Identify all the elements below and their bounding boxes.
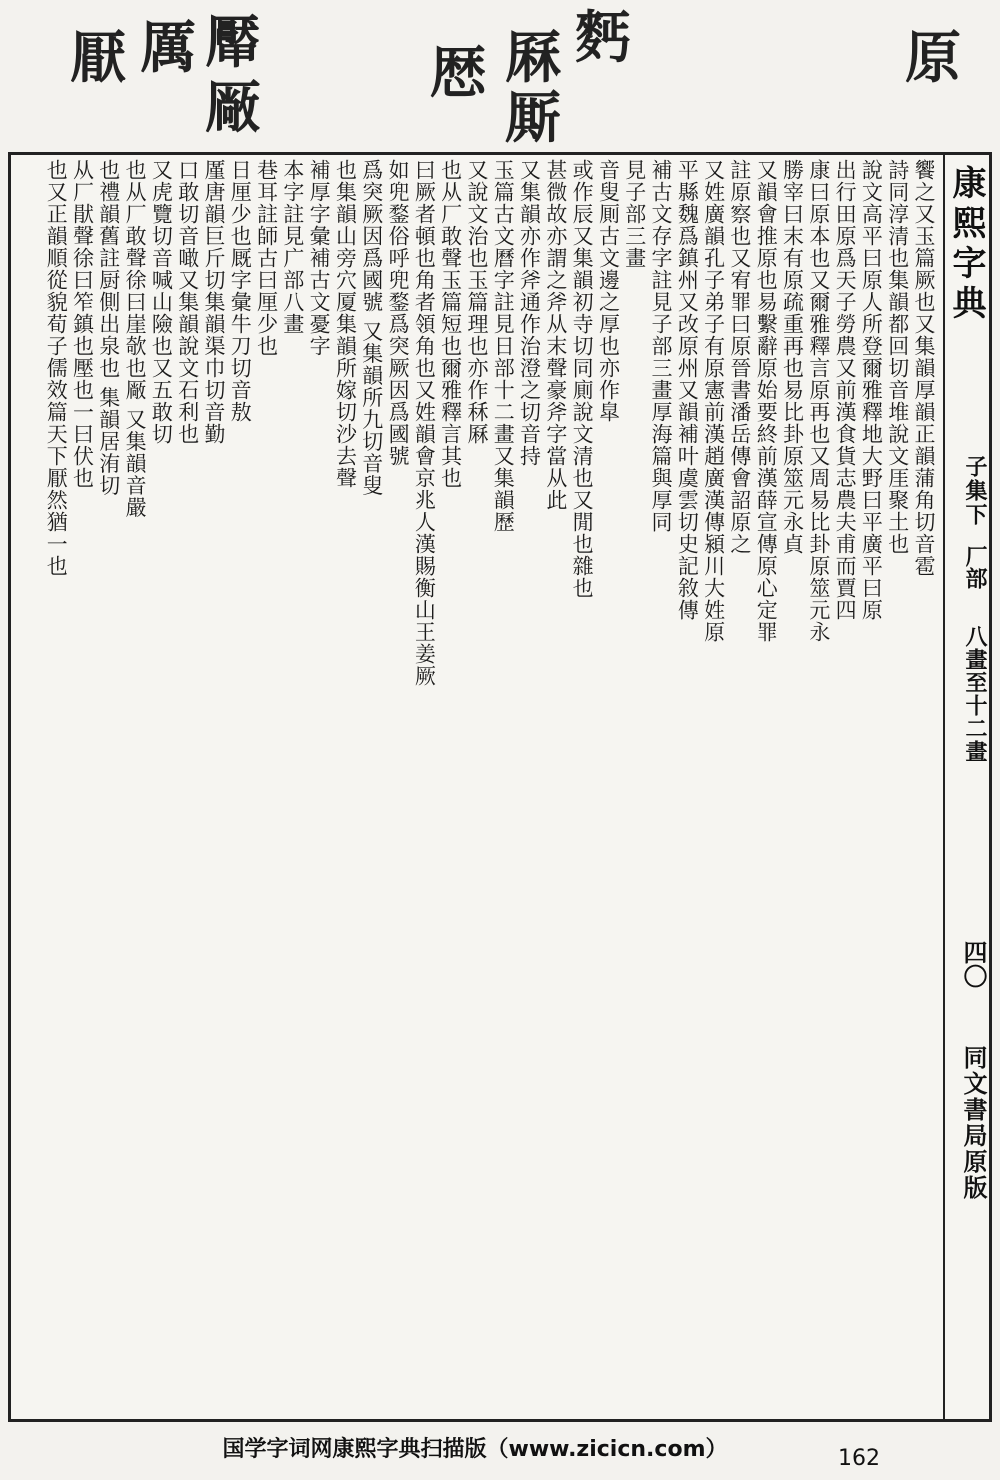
- text-column: 見子部三畫: [622, 159, 647, 269]
- text-column: 也禮韻舊註厨側出泉也 集韻居洧切: [96, 159, 121, 497]
- text-column: 說文高平曰原人所登爾雅釋地大野曰平廣平曰原: [859, 159, 884, 621]
- seal-glyph: 厴: [205, 10, 263, 76]
- text-column: 厪唐韻巨斤切集韻渠巾切音勤: [201, 159, 226, 445]
- text-column: 補古文存字註見子部三畫厚海篇與厚同: [649, 159, 674, 533]
- text-column: 也从厂敢聲徐曰崖欹也厰 又集韻音嚴: [123, 159, 148, 519]
- text-column: 也集韻山旁穴厦集韻所嫁切沙去聲: [333, 159, 358, 489]
- text-column: 曰厥者頓也角者領角也又姓韻會京兆人漢賜衡山王姜厥: [412, 159, 437, 687]
- page-label: 四〇: [959, 940, 988, 988]
- text-column: 平縣魏爲鎮州又改原州又韻補叶虞雲切史記敘傳: [675, 159, 700, 621]
- text-column: 或作辰又集韻初寺切同廁說文清也又閒也雜也: [570, 159, 595, 599]
- text-column: 註原察也又宥罪曰原晉書潘岳傳會詔原之: [727, 159, 752, 555]
- text-column: 如兜鍪俗呼兜鍪爲突厥因爲國號: [386, 159, 411, 467]
- seal-glyph: 厤: [505, 25, 563, 91]
- text-column: 勝宰曰末有原疏重再也易比卦原筮元永貞: [780, 159, 805, 555]
- text-column: 玉篇古文曆字註見日部十二畫又集韻歷: [491, 159, 516, 533]
- text-column: 巷耳註師古曰厘少也: [254, 159, 279, 357]
- text-column: 又韻會推原也易繫辭原始要終前漢薛宣傳原心定罪: [754, 159, 779, 643]
- text-column: 出行田原爲天子勞農又前漢食貨志農夫甫而賈四: [833, 159, 858, 621]
- seal-glyph: 麫: [575, 5, 633, 71]
- text-column: 補厚字彙補古文憂字: [307, 159, 332, 357]
- text-column: 又虎覽切音喊山險也又五敢切: [149, 159, 174, 445]
- page-header-column: [943, 155, 989, 1419]
- dictionary-text-body: [17, 159, 937, 1415]
- text-column: 也又正韻順從貌荀子儒效篇天下厭然猶一也: [44, 159, 69, 577]
- page-number: 162: [838, 1446, 880, 1471]
- text-column: 又集韻亦作斧通作治澄之切音持: [517, 159, 542, 467]
- dictionary-title: 康熙字典: [946, 165, 986, 325]
- text-column: 口敢切音噉又集韻說文石利也: [175, 159, 200, 445]
- text-column: 又說文治也玉篇理也亦作秝厤: [464, 159, 489, 445]
- text-column: 音叟厠古文邊之厚也亦作皐: [596, 159, 621, 423]
- text-column: 日厘少也厩字彙牛刀切音敖: [228, 159, 253, 423]
- text-column: 本字註見广部八畫: [280, 159, 305, 335]
- seal-script-strip: [0, 0, 1000, 150]
- radical-label: 厂部: [962, 545, 988, 589]
- seal-glyph: 厯: [430, 40, 488, 106]
- faint-seal-glyph: [700, 30, 758, 86]
- seal-glyph: 厭: [70, 25, 128, 91]
- text-column: 也从厂敢聲玉篇短也爾雅釋言其也: [438, 159, 463, 489]
- text-column: 詩同淳清也集韻都回切音堆說文厓聚土也: [885, 159, 910, 555]
- stroke-range-label: 八畫至十二畫: [962, 625, 988, 763]
- dictionary-page-frame: [8, 152, 992, 1422]
- publisher-label: 同文書局原版: [959, 1045, 988, 1201]
- text-column: 康曰原本也又爾雅釋言原再也又周易比卦原筮元永: [806, 159, 831, 643]
- seal-glyph: 厲: [140, 15, 198, 81]
- seal-glyph: 厰: [205, 75, 263, 141]
- text-column: 爲突厥因爲國號 又集韻所九切音叟: [359, 159, 384, 497]
- text-column: 又姓廣韻孔子弟子有原憲前漢趙廣漢傳潁川大姓原: [701, 159, 726, 643]
- text-column: 甚微故亦謂之斧从末聲豪斧字當从此: [543, 159, 568, 511]
- text-column: 从厂猒聲徐曰笮鎮也壓也一曰伏也: [70, 159, 95, 489]
- seal-glyph: 原: [905, 25, 963, 91]
- text-column: 饗之又玉篇厥也又集韻厚韻正韻蒲角切音雹: [912, 159, 936, 577]
- volume-label: 子集下: [962, 455, 988, 527]
- scan-source-footer: 国学字词网康熙字典扫描版（www.zicicn.com）: [222, 1437, 728, 1462]
- seal-glyph: 厮: [505, 85, 563, 151]
